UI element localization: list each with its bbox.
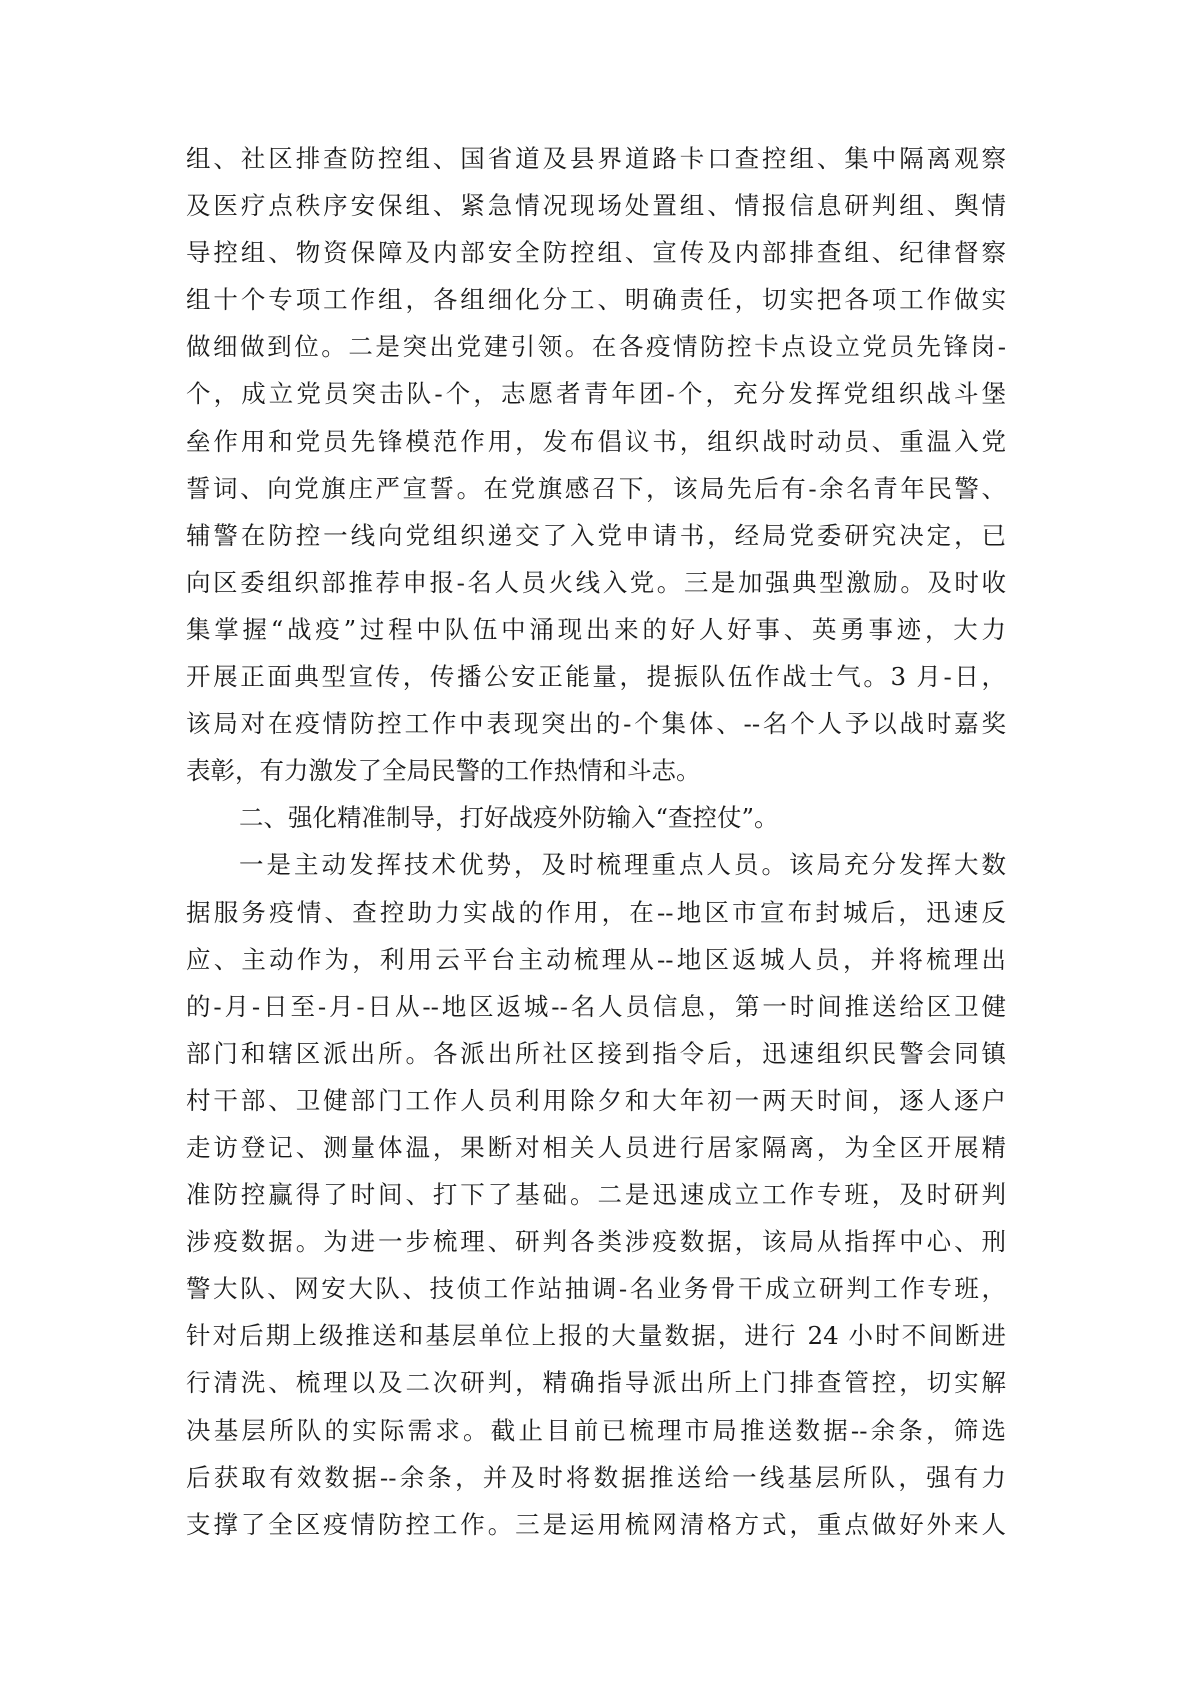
text-line: 辅警在防控一线向党组织递交了入党申请书，经局党委研究决定，已	[186, 520, 1006, 550]
text-line: 该局对在疫情防控工作中表现突出的-个集体、--名个人予以战时嘉奖	[186, 709, 1006, 739]
text-line: 集掌握“战疫”过程中队伍中涌现出来的好人好事、英勇事迹，大力	[186, 614, 1006, 644]
text-line: 据服务疫情、查控助力实战的作用，在--地区市宣布封城后，迅速反	[186, 897, 1006, 927]
text-line: 准防控赢得了时间、打下了基础。二是迅速成立工作专班，及时研判	[186, 1180, 1006, 1210]
text-line: 部门和辖区派出所。各派出所社区接到指令后，迅速组织民警会同镇	[186, 1038, 1006, 1068]
text-line: 誓词、向党旗庄严宣誓。在党旗感召下，该局先后有-余名青年民警、	[186, 473, 1006, 503]
text-line: 应、主动作为，利用云平台主动梳理从--地区返城人员，并将梳理出	[186, 944, 1006, 974]
text-line: 表彰，有力激发了全局民警的工作热情和斗志。	[186, 756, 701, 786]
text-line: 后获取有效数据--余条，并及时将数据推送给一线基层所队，强有力	[186, 1462, 1006, 1492]
text-line: 导控组、物资保障及内部安全防控组、宣传及内部排查组、纪律督察	[186, 238, 1006, 268]
text-line: 个，成立党员突击队-个，志愿者青年团-个，充分发挥党组织战斗堡	[186, 379, 1006, 409]
text-line: 支撑了全区疫情防控工作。三是运用梳网清格方式，重点做好外来人	[186, 1509, 1006, 1539]
text-line: 开展正面典型宣传，传播公安正能量，提振队伍作战士气。3 月-日，	[186, 662, 1006, 692]
text-line: 决基层所队的实际需求。截止目前已梳理市局推送数据--余条，筛选	[186, 1415, 1006, 1445]
text-line: 针对后期上级推送和基层单位上报的大量数据，进行 24 小时不间断进	[186, 1321, 1006, 1351]
text-line: 垒作用和党员先锋模范作用，发布倡议书，组织战时动员、重温入党	[186, 426, 1006, 456]
text-line: 行清洗、梳理以及二次研判，精确指导派出所上门排查管控，切实解	[186, 1368, 1006, 1398]
text-line: 走访登记、测量体温，果断对相关人员进行居家隔离，为全区开展精	[186, 1132, 1006, 1162]
text-line: 的-月-日至-月-日从--地区返城--名人员信息，第一时间推送给区卫健	[186, 991, 1006, 1021]
text-line: 及医疗点秩序安保组、紧急情况现场处置组、情报信息研判组、舆情	[186, 191, 1006, 221]
section-heading: 二、强化精准制导，打好战疫外防输入“查控仗”。	[239, 803, 779, 833]
text-line: 村干部、卫健部门工作人员利用除夕和大年初一两天时间，逐人逐户	[186, 1085, 1006, 1115]
text-line: 警大队、网安大队、技侦工作站抽调-名业务骨干成立研判工作专班，	[186, 1274, 1006, 1304]
text-line: 组、社区排查防控组、国省道及县界道路卡口查控组、集中隔离观察	[186, 144, 1006, 173]
text-line: 涉疫数据。为进一步梳理、研判各类涉疫数据，该局从指挥中心、刑	[186, 1227, 1006, 1257]
body-text	[186, 135, 1006, 1548]
text-line: 做细做到位。二是突出党建引领。在各疫情防控卡点设立党员先锋岗-	[186, 332, 1006, 362]
text-line: 一是主动发挥技术优势，及时梳理重点人员。该局充分发挥大数	[239, 850, 1006, 880]
text-line: 组十个专项工作组，各组细化分工、明确责任，切实把各项工作做实	[186, 285, 1006, 315]
text-line: 向区委组织部推荐申报-名人员火线入党。三是加强典型激励。及时收	[186, 567, 1006, 597]
